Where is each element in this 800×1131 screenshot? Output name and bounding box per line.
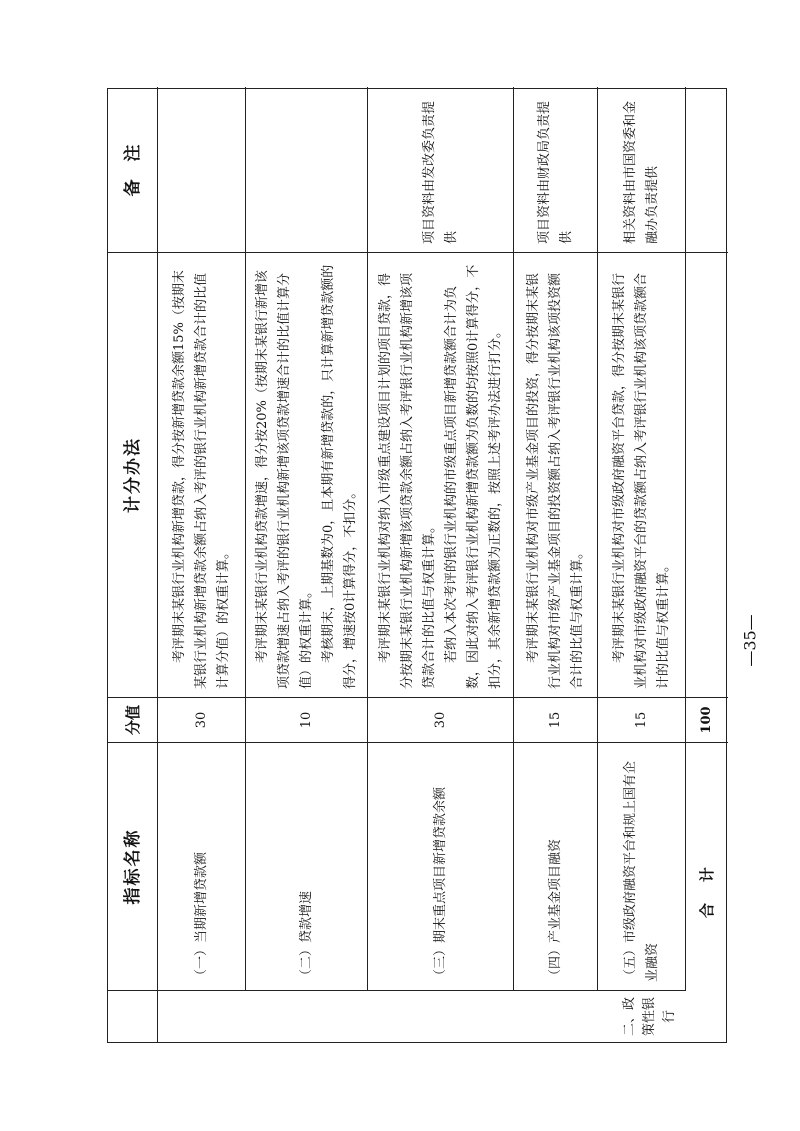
score-value: 15 [598, 697, 685, 742]
indicator-name: （一）当期新增贷款额 [158, 742, 245, 990]
remark-text: 项目资料由财政局负责提供 [536, 100, 574, 244]
total-method-empty [686, 252, 728, 697]
method-paragraph: 考评期末某银行业机构对纳入市级重点建设项目计划的项目贷款，得分按期末某银行业机构新增该项贷款余额占纳入考评银行业机构新增该项贷款合计的比值与权重计算。 [377, 272, 437, 689]
indicator-name: （三）期末重点项目新增贷款余额 [368, 742, 513, 990]
header-category-cell [108, 990, 157, 1042]
table-row [246, 87, 368, 990]
category-label: 二、政策性银行 [622, 997, 677, 1037]
remark-text [246, 87, 367, 252]
header-remark: 备 注 [122, 142, 143, 197]
remark-text: 项目资料由发改委负责提供 [421, 100, 459, 244]
method-text [514, 252, 597, 697]
method-paragraph: 考评期末某银行业机构贷款增速，得分按20%（按期末某银行新增该项贷款增速占纳入考评的银行业机构新增该项贷款增速合计的比值计算分值）的权重计算。 [254, 270, 314, 689]
score-value: 30 [158, 697, 245, 742]
indicator-name: （二）贷款增速 [246, 742, 367, 990]
table-header-row [108, 87, 158, 1042]
method-paragraph: 考核期末，上期基数为0，且本期有新增贷款的，只计算新增贷款额的得分，增速按0计算得分，不扣分。 [320, 264, 358, 689]
method-paragraph: 考评期末某银行业机构新增贷款，得分按新增贷款余额15%（按期末某银行业机构新增贷款余额占纳入考评的银行业机构新增贷款合计的比值计算分值）的权重计算。 [171, 270, 231, 689]
remark-text [158, 87, 245, 252]
indicator-name: （五）市级政府融资平台和规上国有企业融资 [598, 742, 685, 990]
table-row [368, 87, 514, 990]
total-label: 合 计 [686, 742, 728, 1042]
method-paragraph: 考评期末某银行业机构对市级产业基金项目的投资，得分按期末某银行业机构对市级产业基金项目的投资额占纳入考评银行业机构该项投资额合计的比值与权重计算。 [525, 272, 585, 689]
method-text [246, 252, 367, 697]
page-number-text: —35— [740, 613, 760, 667]
method-text [158, 252, 245, 697]
table-row [514, 87, 598, 990]
rotated-scoring-table [107, 88, 727, 1043]
score-value: 30 [368, 697, 513, 742]
table-row [598, 87, 686, 990]
method-paragraph: 若纳入本次考评的银行业机构的市级重点项目新增贷款额合计为负数，因此对纳入考评银行业机构新增贷款额为负数的均按照0计算得分，不扣分，其余新增贷款额为正数的，按照上述考评办法进行打分。 [443, 264, 503, 689]
category-cell [158, 990, 686, 1042]
header-score: 分值 [108, 697, 157, 742]
total-score: 100 [686, 697, 728, 742]
table-total-row [686, 87, 728, 1042]
score-value: 15 [514, 697, 597, 742]
total-remark-empty [686, 87, 728, 252]
score-value: 10 [246, 697, 367, 742]
method-text [598, 252, 685, 697]
remark-text: 相关资料由市国资委和金融办负责提供 [622, 100, 660, 244]
table-row [158, 87, 246, 990]
page-number [730, 560, 770, 720]
header-indicator: 指标名称 [108, 742, 157, 990]
indicator-name: （四）产业基金项目融资 [514, 742, 597, 990]
header-method: 计分办法 [108, 252, 157, 697]
method-text [368, 252, 513, 697]
method-paragraph: 考评期末某银行业机构对市级政府融资平台贷款，得分按期末某银行业机构对市级政府融资平台的贷款额占纳入考评银行业机构该项贷款额合计的比值与权重计算。 [611, 272, 671, 689]
